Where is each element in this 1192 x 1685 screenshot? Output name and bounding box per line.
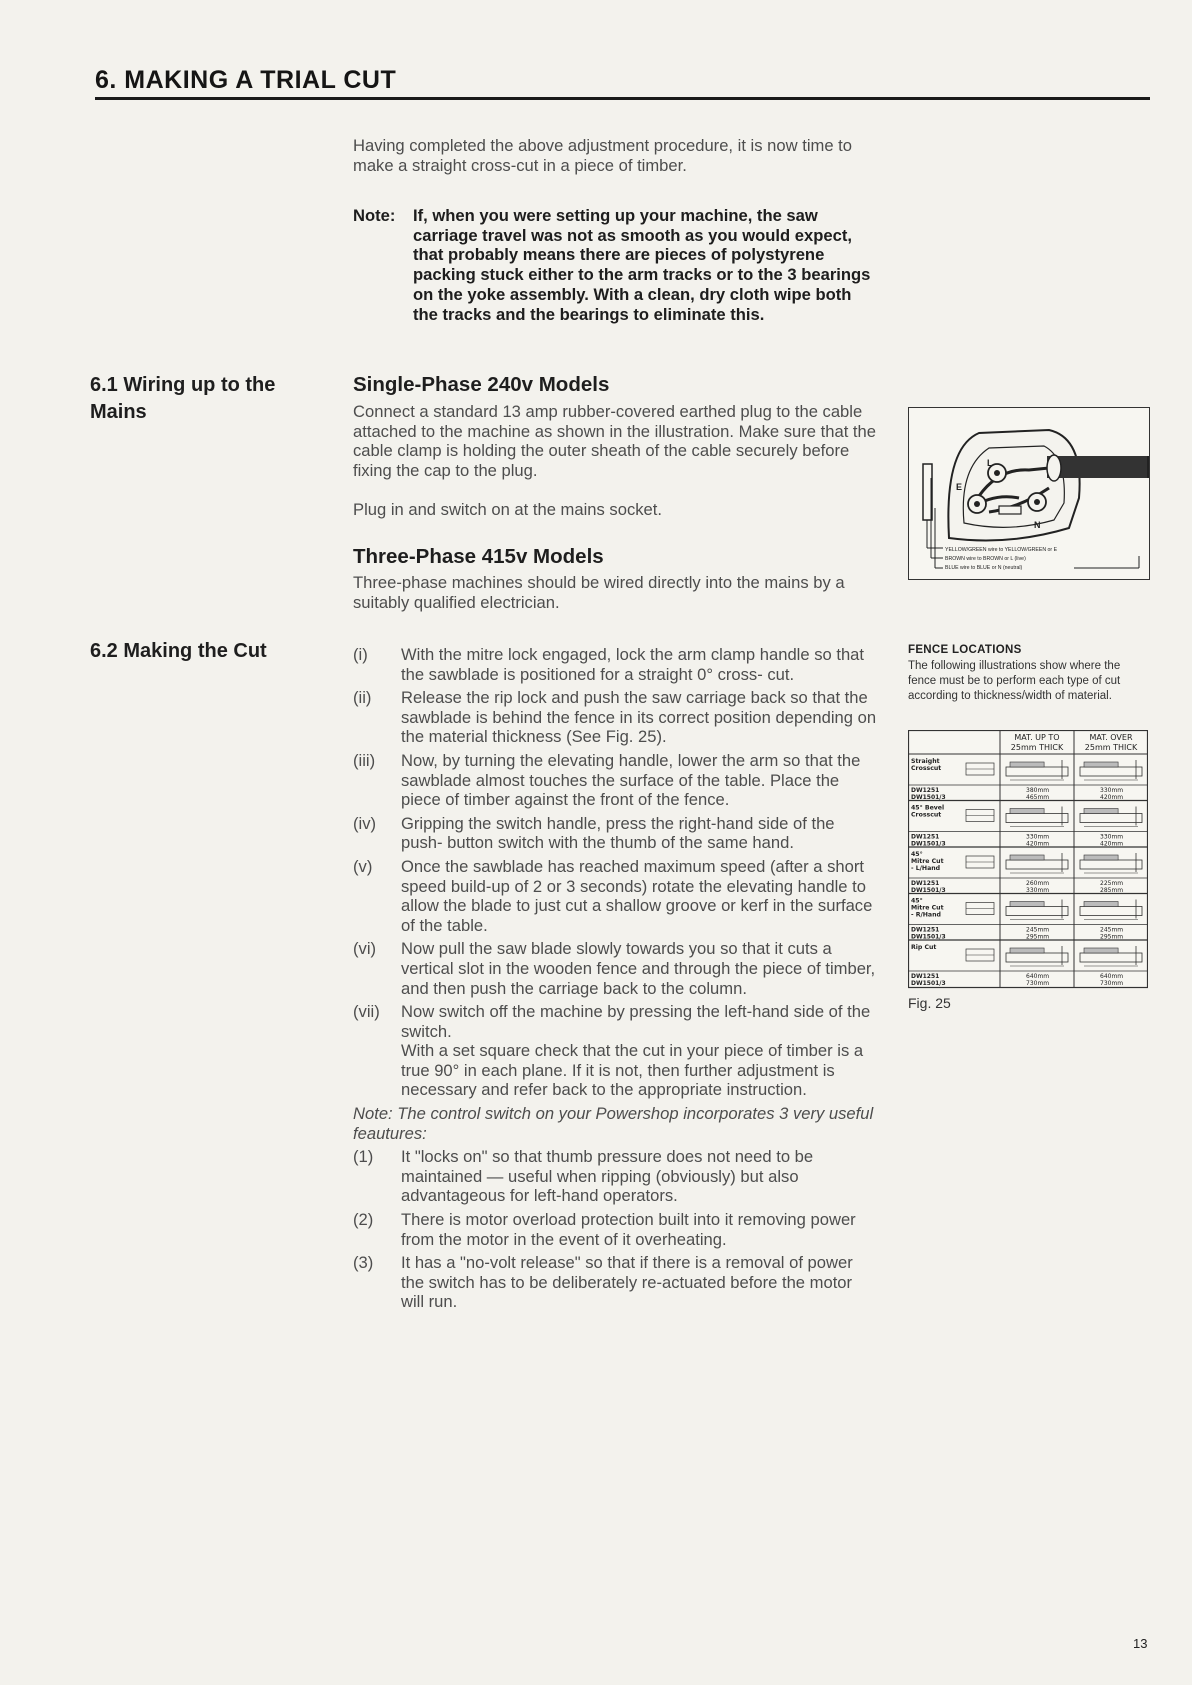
switch-note: Note: The control switch on your Powershop incorporates 3 very useful feautures: — [353, 1104, 874, 1143]
list-item — [353, 939, 878, 998]
feature-text: It "locks on" so that thumb pressure does not need to be maintained — useful when ripping (obviously) but also advantageous for left-hand operators. — [401, 1147, 814, 1206]
list-item — [353, 814, 878, 853]
feature-marker: (3) — [353, 1253, 374, 1273]
cut-type-label: Straight — [911, 758, 940, 765]
col2-header-line2: 25mm THICK — [1084, 743, 1138, 752]
model-label: DW1501/3 — [911, 933, 946, 941]
step-marker: (vi) — [353, 939, 377, 959]
cut-type-label: 45° Bevel — [911, 804, 945, 812]
up-to-value: 380mm — [1026, 787, 1050, 794]
up-to-value: 260mm — [1026, 880, 1050, 887]
step-text: Now, by turning the elevating handle, lower the arm so that the sawblade almost touches the surface of the table. Place the piece of timber against the front of the fence. — [401, 750, 861, 810]
up-to-value: 330mm — [1026, 833, 1050, 841]
plug-wiring-illustration — [909, 408, 1149, 579]
cut-type-label: - L/Hand — [911, 865, 941, 872]
up-to-value: 245mm — [1026, 926, 1050, 934]
note-text: If, when you were setting up your machine, the saw carriage travel was not as smooth as you would expect, that probably means there are pieces of polystyrene packing stuck either to the arm tracks or to the 3 bearings on the yoke assembly. With a clean, dry cloth wipe both the tracks and the bearings to eliminate this. — [413, 206, 871, 324]
fence-locations-table — [908, 730, 1148, 990]
list-item — [353, 1253, 878, 1312]
step-marker: (iii) — [353, 750, 376, 770]
step-text: Once the sawblade has reached maximum speed (after a short speed build-up of 2 or 3 seconds) rotate the elevating handle to allow the blade to just cut a shallow groove or kerf in the surface of the table. — [401, 856, 873, 935]
step-text: Now switch off the machine by pressing the left-hand side of the switch. — [401, 1002, 871, 1041]
step-marker: (vii) — [353, 1002, 380, 1022]
up-to-value: 730mm — [1026, 980, 1050, 987]
over-value: 225mm — [1100, 880, 1124, 887]
terminal-n-label: N — [1034, 520, 1041, 530]
step-text: Release the rip lock and push the saw carriage back so that the sawblade is behind the fence in its correct position depending on the material thickness (See Fig. 25). — [401, 688, 877, 747]
step-text: Now pull the saw blade slowly towards you so that it cuts a vertical slot in the wooden fence and through the piece of timber, and then push the carriage back to the column. — [401, 939, 876, 998]
feature-marker: (1) — [353, 1147, 374, 1167]
section-6-2-title: 6.2 Making the Cut — [90, 640, 267, 662]
page-number: 13 — [1133, 1636, 1148, 1651]
cut-type-label: 45° — [911, 851, 923, 858]
cut-type-label: Mitre Cut — [911, 858, 944, 865]
step-marker: (iv) — [353, 813, 377, 833]
list-item — [353, 688, 878, 747]
terminal-e-label: E — [956, 482, 963, 492]
plug-wiring-figure — [908, 407, 1150, 580]
feature-marker: (2) — [353, 1210, 374, 1230]
over-value: 640mm — [1100, 973, 1124, 980]
over-value: 730mm — [1100, 980, 1124, 987]
col1-header-line1: MAT. UP TO — [1014, 733, 1060, 742]
three-phase-heading: Three-Phase 415v Models — [353, 545, 604, 568]
step-marker: (v) — [353, 856, 373, 876]
cut-type-label: Crosscut — [911, 765, 942, 772]
model-label: DW1501/3 — [911, 980, 946, 987]
over-value: 330mm — [1100, 787, 1124, 794]
step-vii-extra: With a set square check that the cut in your piece of timber is a true 90° in each plane. If it is not, then further adjustment is necessary and refer back to the appropriate instruction. — [401, 1041, 864, 1100]
model-label: DW1501/3 — [911, 887, 946, 894]
fence-locations-description: The following illustrations show where the fence must be to perform each type of cut according to thickness/width of material. — [908, 660, 1121, 702]
feature-text: It has a "no-volt release" so that if there is a removal of power the switch has to be deliberately re-actuated before the motor will run. — [401, 1253, 853, 1312]
single-phase-text: Connect a standard 13 amp rubber-covered earthed plug to the cable attached to the machine as shown in the illustration. Make sure that the cable clamp is holding the outer sheath of the cable securely before fixing the cap to the plug. — [353, 402, 877, 480]
list-item — [353, 751, 878, 810]
steps-list — [353, 645, 878, 1316]
caption-line-2: BROWN wire to BROWN or L (live) — [945, 556, 1026, 562]
caption-line-3: BLUE wire to BLUE or N (neutral) — [945, 565, 1023, 571]
heading-rule — [95, 97, 1150, 100]
model-label: DW1251 — [911, 787, 940, 794]
page-heading: 6. MAKING A TRIAL CUT — [95, 66, 397, 94]
cut-type-label: Crosscut — [911, 811, 942, 819]
three-phase-text: Three-phase machines should be wired directly into the mains by a suitably qualified electrician. — [353, 573, 845, 612]
up-to-value: 295mm — [1026, 933, 1050, 941]
step-text: Gripping the switch handle, press the right-hand side of the push- button switch with the thumb of the same hand. — [401, 813, 835, 853]
note-block — [353, 206, 873, 324]
cut-type-label: - R/Hand — [911, 911, 941, 919]
over-value: 420mm — [1100, 794, 1124, 801]
list-item — [353, 1002, 878, 1100]
up-to-value: 330mm — [1026, 887, 1050, 894]
feature-text: There is motor overload protection built into it removing power from the motor in the event of it overheating. — [401, 1210, 856, 1249]
up-to-value: 420mm — [1026, 840, 1050, 848]
note-label: Note: — [353, 206, 396, 225]
caption-line-1: YELLOW/GREEN wire to YELLOW/GREEN or E — [945, 547, 1058, 553]
over-value: 245mm — [1100, 926, 1124, 934]
step-marker: (i) — [353, 645, 368, 664]
cut-type-label: Rip Cut — [911, 944, 937, 951]
list-item — [353, 645, 878, 684]
step-text: With the mitre lock engaged, lock the arm clamp handle so that the sawblade is positioned for a straight 0° cross- cut. — [401, 645, 865, 684]
list-item — [353, 1210, 878, 1249]
list-item — [353, 857, 878, 935]
single-phase-text-2: Plug in and switch on at the mains socket. — [353, 500, 662, 519]
model-label: DW1251 — [911, 926, 940, 934]
over-value: 295mm — [1100, 933, 1124, 941]
terminal-l-label: L — [987, 458, 993, 468]
col1-header-line2: 25mm THICK — [1010, 743, 1064, 752]
list-item — [353, 1147, 878, 1206]
model-label: DW1251 — [911, 973, 940, 980]
cut-type-label: Mitre Cut — [911, 904, 944, 912]
cut-type-label: 45° — [911, 897, 923, 905]
over-value: 285mm — [1100, 887, 1124, 894]
model-label: DW1251 — [911, 833, 940, 841]
col2-header-line1: MAT. OVER — [1089, 733, 1133, 742]
single-phase-heading: Single-Phase 240v Models — [353, 373, 610, 396]
up-to-value: 465mm — [1026, 794, 1050, 801]
section-6-1-title: 6.1 Wiring up to the Mains — [90, 374, 276, 423]
fence-locations-title: FENCE LOCATIONS — [908, 644, 1022, 656]
model-label: DW1501/3 — [911, 840, 946, 848]
model-label: DW1501/3 — [911, 794, 946, 801]
step-marker: (ii) — [353, 688, 372, 708]
intro-paragraph: Having completed the above adjustment procedure, it is now time to make a straight cross-cut in a piece of timber. — [353, 136, 853, 175]
up-to-value: 640mm — [1026, 973, 1050, 980]
over-value: 420mm — [1100, 840, 1124, 848]
over-value: 330mm — [1100, 833, 1124, 841]
model-label: DW1251 — [911, 880, 940, 887]
fig-25-label: Fig. 25 — [908, 995, 951, 1011]
